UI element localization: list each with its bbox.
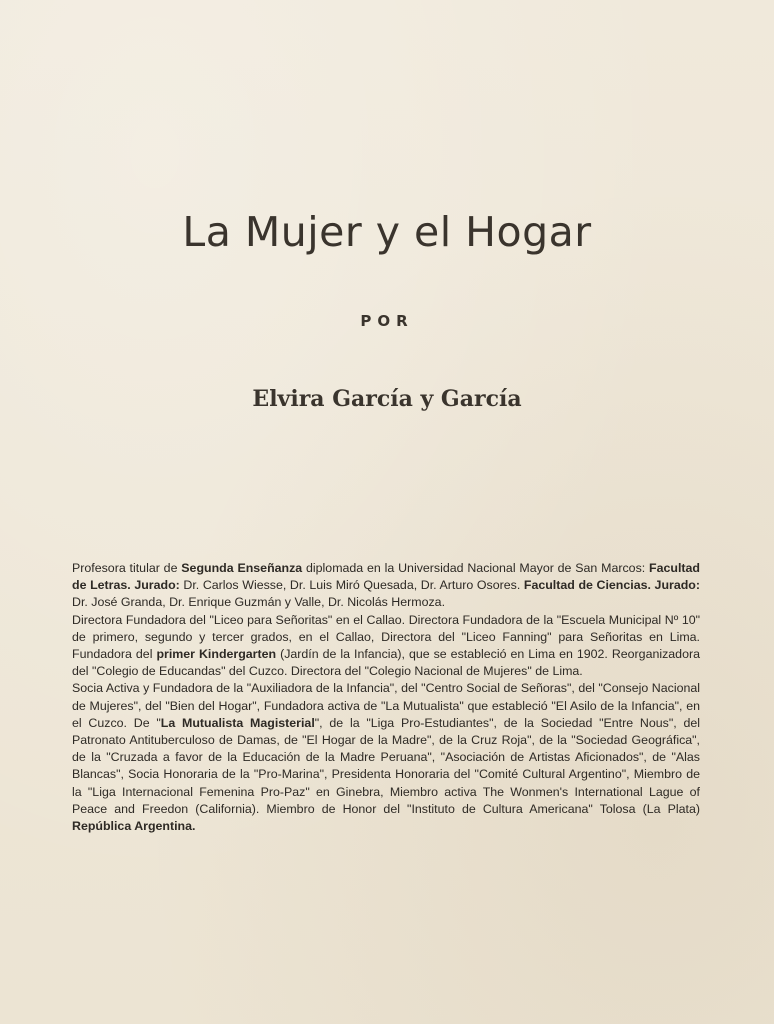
- bio-bold-text: primer Kindergarten: [156, 647, 277, 662]
- byline-label: POR: [360, 312, 414, 330]
- bio-bold-text: Facultad de Ciencias. Jurado:: [523, 578, 700, 593]
- bio-text: Dr. Carlos Wiesse, Dr. Luis Miró Quesada, Dr. Arturo Osores.: [179, 578, 524, 593]
- bio-paragraph: [72, 612, 700, 681]
- book-title: La Mujer y el Hogar: [182, 208, 592, 256]
- author-biography: [72, 560, 700, 835]
- bio-text: Directora Fundadora del "Liceo para Señoritas" en el Callao. Directora Fundadora de la "Escuela Municipal Nº 10" de primero, segundo y tercer grados, en el Callao, Directora del "Liceo Fanning" para Señoritas en Lima. Fundadora del: [72, 612, 700, 662]
- bio-text: diplomada en la Universidad Nacional Mayor de San Marcos:: [302, 561, 650, 575]
- bio-text: Profesora titular de: [72, 561, 182, 575]
- author-name: Elvira García y García: [252, 386, 522, 412]
- bio-paragraph: [72, 560, 700, 612]
- bio-text: Dr. José Granda, Dr. Enrique Guzmán y Valle, Dr. Nicolás Hermoza.: [72, 595, 446, 610]
- bio-bold-text: Segunda Enseñanza: [181, 561, 303, 575]
- bio-text: (Jardín de la Infancia), que se estableció en Lima en 1902. Reorganizadora del "Colegio de Educandas" del Cuzco. Directora del "Colegio Nacional de Mujeres" de Lima.: [72, 647, 700, 679]
- bio-bold-text: La Mutualista Magisterial: [160, 715, 315, 730]
- bio-paragraph: [72, 680, 700, 835]
- bio-bold-text: República Argentina.: [72, 819, 196, 834]
- bio-text: Socia Activa y Fundadora de la "Auxiliadora de la Infancia", del "Centro Social de Señoras", del "Consejo Nacional de Mujeres", del "Bien del Hogar", Fundadora activa de "La Mutualista" que estableció "El Asilo de la Infancia", en el Cuzco. De ": [72, 681, 700, 730]
- bio-bold-text: Facultad de Letras. Jurado:: [72, 561, 700, 593]
- bio-text: ", de la "Liga Pro-Estudiantes", de la Sociedad "Entre Nous", del Patronato Antituberculoso de Damas, de "El Hogar de la Madre", de la Cruz Roja", de la "Sociedad Geográfica", de la "Cruzada a favor de la Educación de la Madre Peruana", "Asociación de Artistas Aficionados", de "Alas Blancas", Socia Honoraria de la "Pro-Marina", Presidenta Honoraria del "Comité Cultural Argentino", Miembro de la "Liga Internacional Femenina Pro-Paz" en Ginebra, Miembro activa The Wonmen's International Lague of Peace and Freedon (California). Miembro de Honor del "Instituto de Cultura Americana" Tolosa (La Plata): [72, 715, 700, 816]
